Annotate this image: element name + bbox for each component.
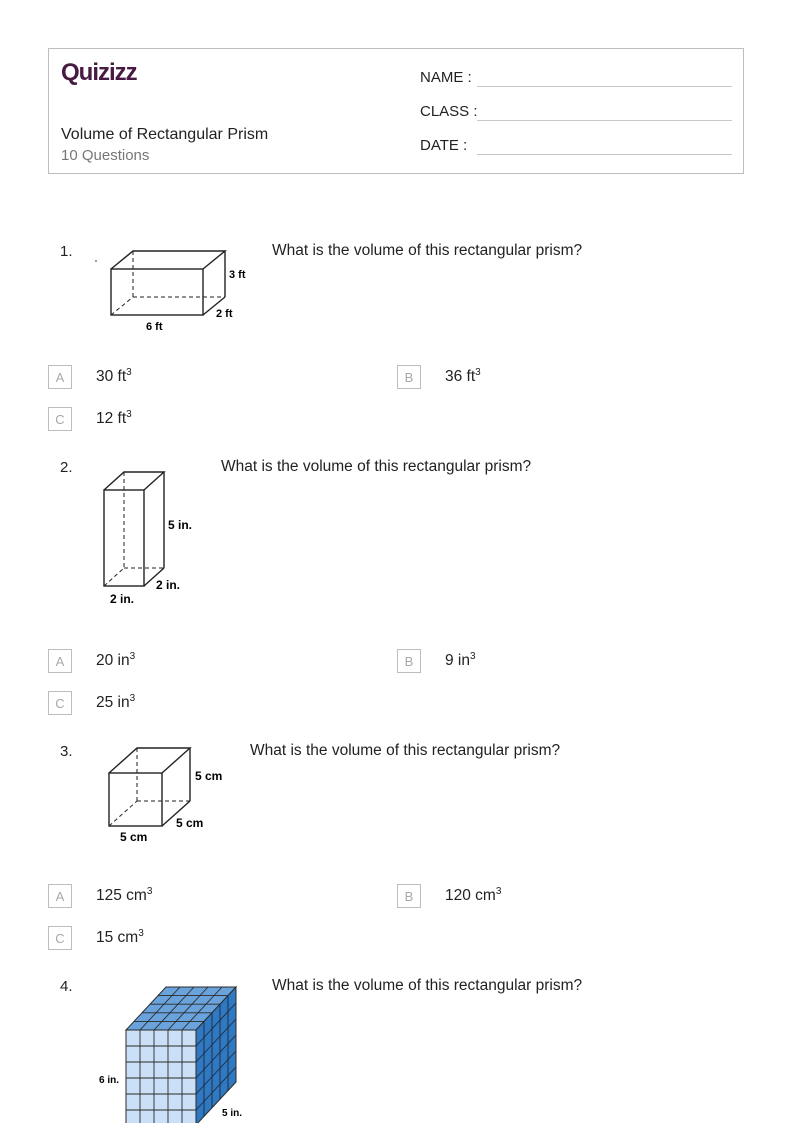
option-letter: A xyxy=(48,365,72,389)
option-value: 30 $ft^3$ xyxy=(96,367,132,386)
class-field[interactable] xyxy=(420,103,478,120)
prism-figure-3 xyxy=(100,744,240,853)
name-line xyxy=(477,86,732,87)
class-line xyxy=(477,120,732,121)
question-text: What is the volume of this rectangular prism? xyxy=(272,977,583,994)
option-letter: B xyxy=(397,649,421,673)
question-count: 10 Questions xyxy=(61,147,150,164)
option-value: 9 $in^3$ xyxy=(445,651,476,670)
option-letter: C xyxy=(48,407,72,431)
date-label: DATE : xyxy=(420,137,468,154)
option-letter: B xyxy=(397,365,421,389)
height-label: 3 ft xyxy=(229,269,246,281)
option-value: 120 $cm^3$ xyxy=(445,886,502,905)
option-value: 20 $in^3$ xyxy=(96,651,136,670)
question-number: 3. xyxy=(60,743,73,760)
option-letter: B xyxy=(397,884,421,908)
option-value: 36 $ft^3$ xyxy=(445,367,481,386)
width-label: 5 cm xyxy=(120,830,148,844)
depth-label: 2 ft xyxy=(216,308,233,320)
date-line xyxy=(477,154,732,155)
depth-label: 2 in. xyxy=(156,578,181,592)
depth-label: 5 cm xyxy=(176,816,204,830)
worksheet-title: Volume of Rectangular Prism xyxy=(61,126,269,143)
height-label: 5 in. xyxy=(168,518,193,532)
question-text: What is the volume of this rectangular prism? xyxy=(272,242,583,259)
question-text: What is the volume of this rectangular prism? xyxy=(221,458,532,475)
worksheet-header xyxy=(48,48,744,174)
question-number: 4. xyxy=(60,978,73,995)
depth-label: 5 in. xyxy=(222,1108,243,1119)
question-number: 2. xyxy=(60,459,73,476)
prism-figure-2 xyxy=(96,468,206,613)
option-letter: C xyxy=(48,691,72,715)
cube-grid-figure xyxy=(96,982,256,1128)
option-letter: A xyxy=(48,884,72,908)
option-value: 125 $cm^3$ xyxy=(96,886,153,905)
height-label: 6 in. xyxy=(99,1075,120,1086)
option-value: 15 $cm^3$ xyxy=(96,928,144,947)
width-label: 6 ft xyxy=(146,321,163,333)
class-label: CLASS : xyxy=(420,103,478,120)
name-field[interactable] xyxy=(420,69,472,86)
prism-figure-1 xyxy=(92,246,262,341)
date-field[interactable] xyxy=(420,137,467,154)
option-letter: A xyxy=(48,649,72,673)
option-value: 25 $in^3$ xyxy=(96,693,136,712)
question-text: What is the volume of this rectangular prism? xyxy=(250,742,561,759)
option-letter: C xyxy=(48,926,72,950)
option-value: 12 $ft^3$ xyxy=(96,409,132,428)
quizizz-logo: Quizizz xyxy=(61,59,137,86)
question-number: 1. xyxy=(60,243,73,260)
width-label: 2 in. xyxy=(110,592,135,606)
name-label: NAME : xyxy=(420,69,472,86)
height-label: 5 cm xyxy=(195,769,223,783)
